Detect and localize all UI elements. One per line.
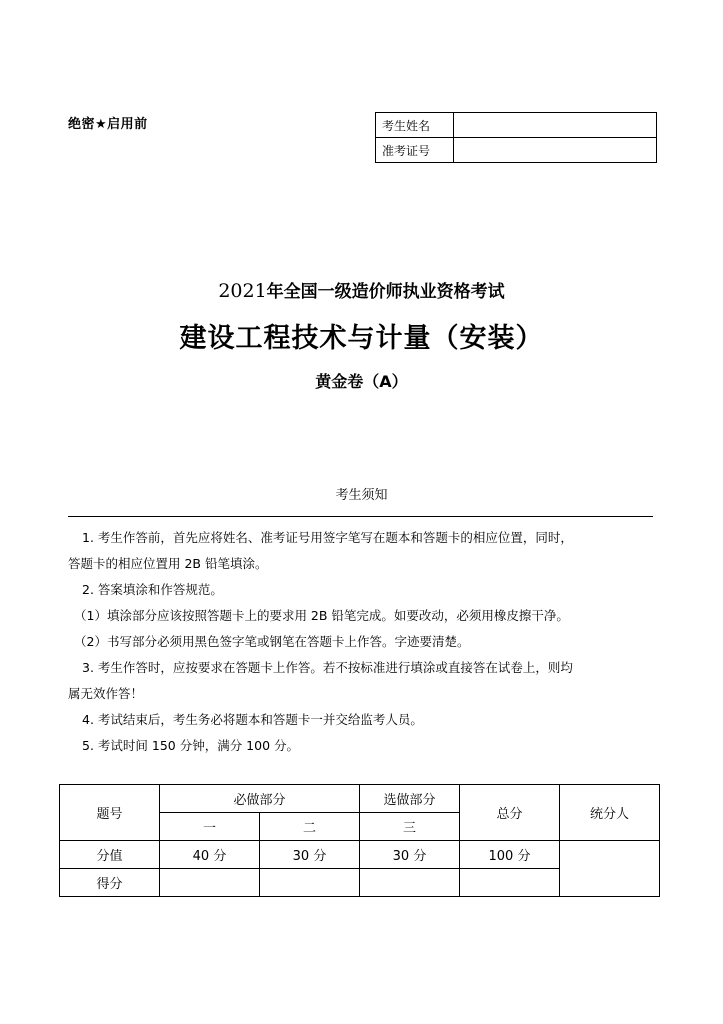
notice-line: （2）书写部分必须用黑色签字笔或钢笔在答题卡上作答。字迹要清楚。: [74, 634, 470, 649]
name-label: 考生姓名: [376, 113, 454, 138]
divider: [68, 516, 653, 517]
points-cell: 30 分: [260, 841, 360, 869]
admission-number-label: 准考证号: [376, 138, 454, 163]
section-header: 一: [160, 813, 260, 841]
required-section-header: 必做部分: [160, 785, 360, 813]
scorer-cell[interactable]: [560, 841, 660, 897]
table-row: [376, 113, 657, 138]
points-cell: 30 分: [360, 841, 460, 869]
confidential-label: 绝密★启用前: [68, 117, 148, 132]
notice-line: 5. 考试时间 150 分钟，满分 100 分。: [82, 738, 300, 753]
score-table: [59, 784, 660, 897]
table-row: [60, 785, 660, 813]
optional-section-header: 选做部分: [360, 785, 460, 813]
notice-line: 属无效作答！: [68, 686, 144, 701]
total-header: 总分: [460, 785, 560, 841]
paper-label: 黄金卷（A）: [315, 372, 408, 391]
table-row: [376, 138, 657, 163]
admission-number-field[interactable]: [454, 138, 657, 163]
exam-year: 2021: [218, 280, 267, 302]
subject-title: 建设工程技术与计量（安装）: [179, 323, 544, 354]
candidate-id-table: [375, 112, 657, 163]
question-number-header: 题号: [60, 785, 160, 841]
notice-line: （1）填涂部分应该按照答题卡上的要求用 2B 铅笔完成。如要改动，必须用橡皮擦干净。: [74, 608, 569, 623]
obtained-cell[interactable]: [160, 869, 260, 897]
section-header: 三: [360, 813, 460, 841]
notice-line: 答题卡的相应位置用 2B 铅笔填涂。: [68, 556, 268, 571]
scorer-header: 统分人: [560, 785, 660, 841]
table-row: [60, 841, 660, 869]
obtained-row-label: 得分: [60, 869, 160, 897]
notice-line: 2. 答案填涂和作答规范。: [82, 582, 223, 597]
obtained-cell[interactable]: [460, 869, 560, 897]
obtained-cell[interactable]: [360, 869, 460, 897]
points-row-label: 分值: [60, 841, 160, 869]
notice-list: [68, 529, 658, 763]
section-header: 二: [260, 813, 360, 841]
exam-name: 年全国一级造价师执业资格考试: [266, 282, 505, 302]
notice-line: 4. 考试结束后，考生务必将题本和答题卡一并交给监考人员。: [82, 712, 423, 727]
exam-title: [0, 277, 723, 302]
notice-heading: 考生须知: [335, 488, 388, 503]
points-cell: 40 分: [160, 841, 260, 869]
notice-line: 3. 考生作答时，应按要求在答题卡上作答。若不按标准进行填涂或直接答在试卷上，则均: [82, 660, 573, 675]
notice-line: 1. 考生作答前，首先应将姓名、准考证号用签字笔写在题本和答题卡的相应位置，同时，: [82, 530, 573, 545]
name-field[interactable]: [454, 113, 657, 138]
points-cell: 100 分: [460, 841, 560, 869]
obtained-cell[interactable]: [260, 869, 360, 897]
